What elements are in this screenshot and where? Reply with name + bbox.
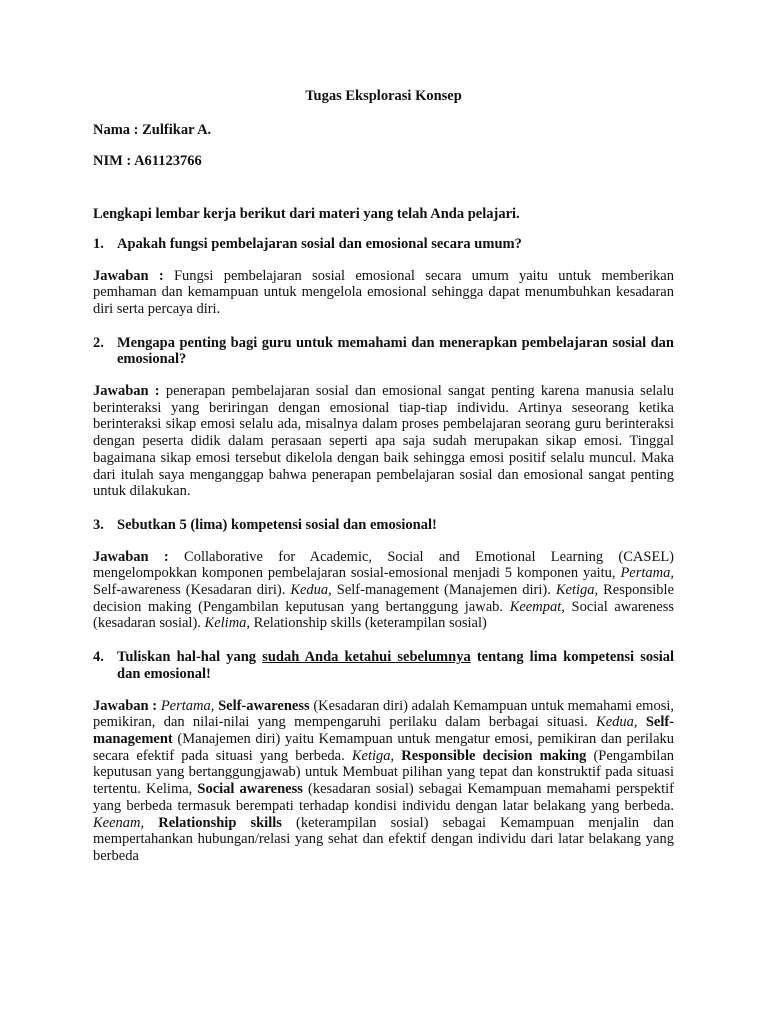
question-text: Apakah fungsi pembelajaran sosial dan emosional secara umum?	[117, 235, 522, 252]
competency-keyword: Self-management	[93, 714, 674, 747]
question-number: 1.	[93, 235, 104, 252]
document-title: Tugas Eksplorasi Konsep	[305, 88, 462, 104]
ordinal-word: Ketiga,	[351, 747, 395, 764]
question-text: Mengapa penting bagi guru untuk memahami dan menerapkan pembelajaran sosial dan emosional?	[117, 334, 674, 368]
question-3	[93, 517, 674, 534]
question-4	[93, 649, 674, 682]
competency-text: Self-management (Manajemen diri).	[336, 582, 551, 599]
competency-text: (Manajemen diri) yaitu Kemampuan untuk mengatur emosi, pemikiran dan perilaku secara efektif pada situasi yang berbeda.	[93, 730, 675, 764]
question-2	[93, 335, 674, 368]
competency-text: Responsible decision making (Pengambilan keputusan yang bertanggung jawab.	[93, 582, 675, 615]
competency-keyword: Responsible decision making	[401, 747, 587, 764]
ordinal-word: Pertama,	[620, 565, 674, 582]
question-text	[117, 649, 674, 682]
question-number: 3.	[93, 516, 104, 533]
competency-text: (Kesadaran diri) adalah Kemampuan untuk memahami emosi, pemikiran, dan nilai-nilai yang mempengaruhi perilaku dalam berbagai situasi.	[93, 697, 675, 731]
competency-keyword: Relationship skills	[158, 814, 282, 831]
question-text-pre: Tuliskan hal-hal yang	[117, 649, 257, 666]
answer-3	[93, 549, 674, 633]
answer-text: Fungsi pembelajaran sosial emosional secara umum yaitu untuk memberikan pemhaman dan kemampuan untuk mengelola emosional sehingga dapat menumbuhkan kesadaran diri serta percaya diri.	[93, 267, 674, 317]
ordinal-word: Ketiga,	[555, 582, 599, 599]
student-name: Nama : Zulfikar A.	[93, 121, 212, 138]
competency-text: (Pengambilan keputusan yang bertanggungjawab) untuk Membuat pilihan yang tepat dan konstruktif pada situasi tertentu. Kelima,	[93, 747, 675, 798]
competency-text: Relationship skills (keterampilan sosial)	[253, 615, 487, 632]
competency-text: Social awareness (kesadaran sosial).	[93, 598, 675, 632]
ordinal-word: Kedua,	[596, 714, 638, 731]
competency-text: (keterampilan sosial) sebagai Kemampuan menjalin dan mempertahankan hubungan/relasi yang sehat dan efektif dengan individu dari latar belakang yang berbeda	[93, 814, 675, 864]
answer-1	[93, 268, 674, 318]
ordinal-word: Kedua,	[290, 582, 332, 599]
answer-label: Jawaban :	[93, 267, 164, 284]
competency-keyword: Social awareness	[197, 781, 303, 798]
answer-4	[93, 698, 674, 865]
question-1	[93, 236, 674, 253]
competency-text: Self-awareness (Kesadaran diri).	[93, 582, 286, 599]
question-number: 2.	[93, 334, 104, 351]
worksheet-instruction: Lengkapi lembar kerja berikut dari materi yang telah Anda pelajari.	[93, 206, 520, 223]
ordinal-word: Keempat,	[509, 598, 565, 615]
competency-keyword: Self-awareness	[218, 697, 310, 714]
answer-text: penerapan pembelajaran sosial dan emosional sangat penting karena manusia selalu berinteraksi yang beriringan dengan emosional tiap-tiap individu. Artinya seseorang ketika berinteraksi sikap emosi selalu ada, misalnya dalam proses pembelajaran seorang guru berinteraksi dengan peserta didik dalam perasaan seperti apa saja sudah merupakan sikap emosi. Tinggal bagaimana sikap emosi tersebut dikelola dengan baik sehingga emosi positif selalu muncul. Maka dari itulah saya menganggap bahwa penerapan pembelajaran sosial dan emosional sangat penting untuk dilakukan.	[93, 383, 675, 500]
document-content	[93, 88, 674, 882]
ordinal-word: Kelima,	[204, 615, 251, 632]
answer-label: Jawaban :	[93, 697, 158, 714]
ordinal-word: Pertama,	[160, 697, 215, 714]
question-text-post: tentang lima kompetensi sosial dan emosional!	[117, 649, 675, 682]
student-nim: NIM : A61123766	[93, 153, 202, 170]
competency-text: (kesadaran sosial) sebagai Kemampuan memahami perspektif yang berbeda termasuk berempati terhadap kondisi individu dengan latar belakang yang berbeda.	[93, 781, 675, 814]
answer-intro: Collaborative for Academic, Social and Emotional Learning (CASEL) mengelompokkan komponen pembelajaran sosial-emosional menjadi 5 komponen yaitu,	[93, 548, 674, 582]
question-text: Sebutkan 5 (lima) kompetensi sosial dan emosional!	[117, 516, 437, 533]
answer-label: Jawaban :	[93, 383, 160, 400]
question-text-underlined: sudah Anda ketahui sebelumnya	[262, 649, 471, 666]
answer-2	[93, 383, 674, 500]
answer-label: Jawaban :	[93, 548, 169, 565]
ordinal-word: Keenam,	[93, 814, 145, 831]
question-number: 4.	[93, 649, 104, 666]
